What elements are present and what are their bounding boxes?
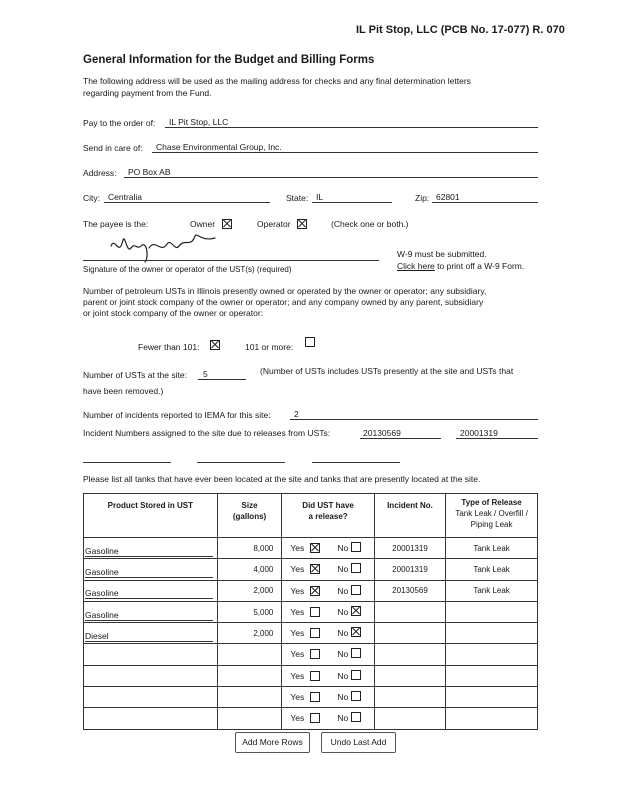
release-type-cell[interactable] — [446, 601, 538, 622]
size-cell[interactable]: 8,000 — [217, 538, 282, 559]
yes-label: Yes — [290, 713, 305, 724]
release-cell — [282, 580, 374, 601]
tank-row — [84, 623, 538, 644]
address-field[interactable] — [124, 167, 538, 178]
size-cell[interactable] — [217, 708, 282, 729]
signature-image — [105, 228, 225, 264]
num-usts-value: 5 — [203, 369, 208, 379]
101-or-more-checkbox[interactable] — [305, 337, 315, 347]
release-type-cell[interactable]: Tank Leak — [446, 580, 538, 601]
product-value: Gasoline — [85, 567, 213, 578]
header-size-line-1: Size — [241, 501, 258, 510]
incidents-label: Number of incidents reported to IEMA for this site: — [83, 410, 271, 420]
incident-cell[interactable]: 20001319 — [374, 559, 445, 580]
header-size — [217, 494, 282, 538]
release-yes-checkbox[interactable] — [310, 586, 320, 596]
incident-number-1-field[interactable] — [360, 428, 441, 439]
state-field[interactable] — [312, 192, 392, 203]
tank-row — [84, 687, 538, 708]
petroleum-line-2: parent or joint stock company of the owner or operator; and any company owned by any parent, subsidiary — [83, 297, 484, 307]
release-cell — [282, 538, 374, 559]
product-cell[interactable] — [84, 538, 218, 559]
release-yes-checkbox[interactable] — [310, 713, 320, 723]
tanks-table — [83, 493, 538, 730]
petroleum-line-3: or joint stock company of the owner or operator: — [83, 308, 264, 318]
header-release — [282, 494, 374, 538]
incident-cell[interactable]: 20001319 — [374, 538, 445, 559]
release-yes-checkbox[interactable] — [310, 649, 320, 659]
yes-label: Yes — [290, 628, 305, 639]
address-value: PO Box AB — [128, 167, 171, 177]
case-reference: IL Pit Stop, LLC (PCB No. 17-077) R. 070 — [356, 24, 565, 36]
release-cell — [282, 708, 374, 729]
header-product-text: Product Stored in UST — [107, 501, 194, 510]
tank-row — [84, 580, 538, 601]
undo-last-add-button[interactable]: Undo Last Add — [321, 732, 396, 753]
release-type-cell[interactable] — [446, 708, 538, 729]
incident-number-2-field[interactable] — [456, 428, 538, 439]
num-usts-field[interactable] — [198, 369, 246, 380]
city-field[interactable] — [104, 192, 270, 203]
city-value: Centralia — [108, 192, 143, 202]
form-title: General Information for the Budget and Billing Forms — [83, 54, 375, 66]
header-release-line-2: a release? — [308, 512, 348, 521]
incident-cell[interactable] — [374, 644, 445, 665]
incident-cell[interactable] — [374, 665, 445, 686]
header-type-line-2: Tank Leak / Overfill / — [455, 509, 528, 518]
product-cell[interactable] — [84, 623, 218, 644]
product-cell[interactable] — [84, 601, 218, 622]
size-cell[interactable]: 2,000 — [217, 623, 282, 644]
pay-to-label: Pay to the order of: — [83, 118, 156, 128]
pay-to-field[interactable] — [165, 117, 538, 128]
release-yes-checkbox[interactable] — [310, 671, 320, 681]
release-no-checkbox[interactable] — [351, 585, 361, 595]
care-of-field[interactable] — [152, 142, 538, 153]
release-type-cell[interactable]: Tank Leak — [446, 538, 538, 559]
yes-label: Yes — [290, 606, 305, 617]
release-type-cell[interactable]: Tank Leak — [446, 559, 538, 580]
num-usts-label: Number of USTs at the site: — [83, 370, 187, 380]
yes-label: Yes — [290, 585, 305, 596]
header-incident-text: Incident No. — [387, 501, 433, 510]
address-label: Address: — [83, 168, 117, 178]
check-note: (Check one or both.) — [331, 219, 409, 229]
incident-number-1: 20130569 — [363, 428, 401, 438]
product-value: Gasoline — [85, 546, 213, 557]
header-type — [446, 494, 538, 538]
no-label: No — [337, 585, 349, 596]
w9-link[interactable]: Click here — [397, 261, 435, 271]
product-value: Gasoline — [85, 588, 213, 599]
city-label: City: — [83, 193, 100, 203]
tank-row — [84, 601, 538, 622]
tank-row — [84, 665, 538, 686]
release-no-checkbox[interactable] — [351, 670, 361, 680]
product-cell[interactable] — [84, 687, 218, 708]
release-cell — [282, 687, 374, 708]
release-type-cell[interactable] — [446, 644, 538, 665]
no-label: No — [337, 713, 349, 724]
no-label: No — [337, 606, 349, 617]
incident-numbers-label: Incident Numbers assigned to the site due to releases from USTs: — [83, 428, 331, 438]
yes-label: Yes — [290, 564, 305, 575]
header-incident — [374, 494, 445, 538]
petroleum-line-1: Number of petroleum USTs in Illinois presently owned or operated by the owner or operator; any subsidiary, — [83, 286, 487, 296]
incident-number-2: 20001319 — [460, 428, 498, 438]
release-cell — [282, 644, 374, 665]
care-of-label: Send in care of: — [83, 143, 143, 153]
product-cell[interactable] — [84, 580, 218, 601]
product-value: Diesel — [85, 631, 213, 642]
tank-row — [84, 644, 538, 665]
care-of-value: Chase Environmental Group, Inc. — [156, 142, 282, 152]
add-more-rows-button[interactable]: Add More Rows — [235, 732, 310, 753]
fewer-than-101-label: Fewer than 101: — [138, 342, 200, 352]
num-usts-note-2: have been removed.) — [83, 386, 164, 396]
product-cell[interactable] — [84, 708, 218, 729]
size-cell[interactable]: 2,000 — [217, 580, 282, 601]
incident-cell[interactable]: 20130569 — [374, 580, 445, 601]
incident-cell[interactable] — [374, 601, 445, 622]
incidents-value: 2 — [294, 409, 299, 419]
size-cell[interactable]: 5,000 — [217, 601, 282, 622]
release-no-checkbox[interactable] — [351, 712, 361, 722]
intro-line-2: regarding payment from the Fund. — [83, 88, 212, 98]
release-no-checkbox[interactable] — [351, 648, 361, 658]
release-no-checkbox[interactable] — [351, 563, 361, 573]
header-type-line-3: Piping Leak — [470, 520, 513, 529]
incident-blank-field-1[interactable] — [83, 462, 171, 463]
w9-instruction-text: to print off a W-9 Form. — [434, 261, 525, 271]
intro-line-1: The following address will be used as the mailing address for checks and any final determination letters — [83, 76, 471, 86]
product-cell[interactable] — [84, 665, 218, 686]
tank-row — [84, 708, 538, 729]
product-value: Gasoline — [85, 610, 213, 621]
size-cell[interactable]: 4,000 — [217, 559, 282, 580]
release-yes-checkbox[interactable] — [310, 607, 320, 617]
yes-label: Yes — [290, 670, 305, 681]
header-size-line-2: (gallons) — [232, 512, 267, 521]
release-cell — [282, 559, 374, 580]
state-label: State: — [286, 193, 309, 203]
release-no-checkbox[interactable] — [351, 606, 361, 616]
size-cell[interactable] — [217, 665, 282, 686]
pay-to-value: IL Pit Stop, LLC — [169, 117, 229, 127]
w9-instruction — [397, 261, 524, 271]
tanks-instruction: Please list all tanks that have ever been located at the site and tanks that are presently located at the site. — [83, 474, 481, 484]
release-type-cell[interactable] — [446, 623, 538, 644]
release-yes-checkbox[interactable] — [310, 564, 320, 574]
product-cell[interactable] — [84, 559, 218, 580]
release-no-checkbox[interactable] — [351, 627, 361, 637]
zip-field[interactable] — [432, 192, 538, 203]
incident-blank-field-2[interactable] — [197, 462, 285, 463]
release-type-cell[interactable] — [446, 665, 538, 686]
release-yes-checkbox[interactable] — [310, 628, 320, 638]
payee-label: The payee is the: — [83, 219, 149, 229]
zip-value: 62801 — [436, 192, 460, 202]
no-label: No — [337, 649, 349, 660]
tank-row — [84, 559, 538, 580]
release-yes-checkbox[interactable] — [310, 692, 320, 702]
incidents-field[interactable] — [290, 409, 538, 420]
no-label: No — [337, 628, 349, 639]
no-label: No — [337, 670, 349, 681]
signature-line[interactable] — [83, 260, 379, 261]
state-value: IL — [316, 192, 324, 202]
release-no-checkbox[interactable] — [351, 542, 361, 552]
yes-label: Yes — [290, 649, 305, 660]
header-product — [84, 494, 218, 538]
size-cell[interactable] — [217, 644, 282, 665]
zip-label: Zip: — [415, 193, 430, 203]
no-label: No — [337, 692, 349, 703]
incident-cell[interactable] — [374, 687, 445, 708]
yes-label: Yes — [290, 543, 305, 553]
yes-label: Yes — [290, 692, 305, 703]
incident-blank-field-3[interactable] — [312, 462, 400, 463]
no-label: No — [337, 543, 349, 553]
size-cell[interactable] — [217, 687, 282, 708]
incident-cell[interactable] — [374, 623, 445, 644]
fewer-than-101-checkbox[interactable] — [210, 340, 220, 350]
no-label: No — [337, 564, 349, 575]
incident-cell[interactable] — [374, 708, 445, 729]
release-cell — [282, 665, 374, 686]
tank-row — [84, 538, 538, 559]
w9-note: W-9 must be submitted. — [397, 249, 487, 259]
operator-checkbox[interactable] — [297, 219, 307, 229]
release-cell — [282, 623, 374, 644]
header-type-line-1: Type of Release — [461, 498, 522, 507]
num-usts-note-1: (Number of USTs includes USTs presently at the site and USTs that — [260, 366, 514, 376]
header-release-line-1: Did UST have — [302, 501, 354, 510]
release-cell — [282, 601, 374, 622]
operator-label: Operator — [257, 219, 291, 229]
release-no-checkbox[interactable] — [351, 691, 361, 701]
release-type-cell[interactable] — [446, 687, 538, 708]
owner-label: Owner — [190, 219, 216, 229]
101-or-more-label: 101 or more: — [245, 342, 294, 352]
product-cell[interactable] — [84, 644, 218, 665]
release-yes-checkbox[interactable] — [310, 543, 320, 553]
signature-label: Signature of the owner or operator of the UST(s) (required) — [83, 265, 292, 274]
